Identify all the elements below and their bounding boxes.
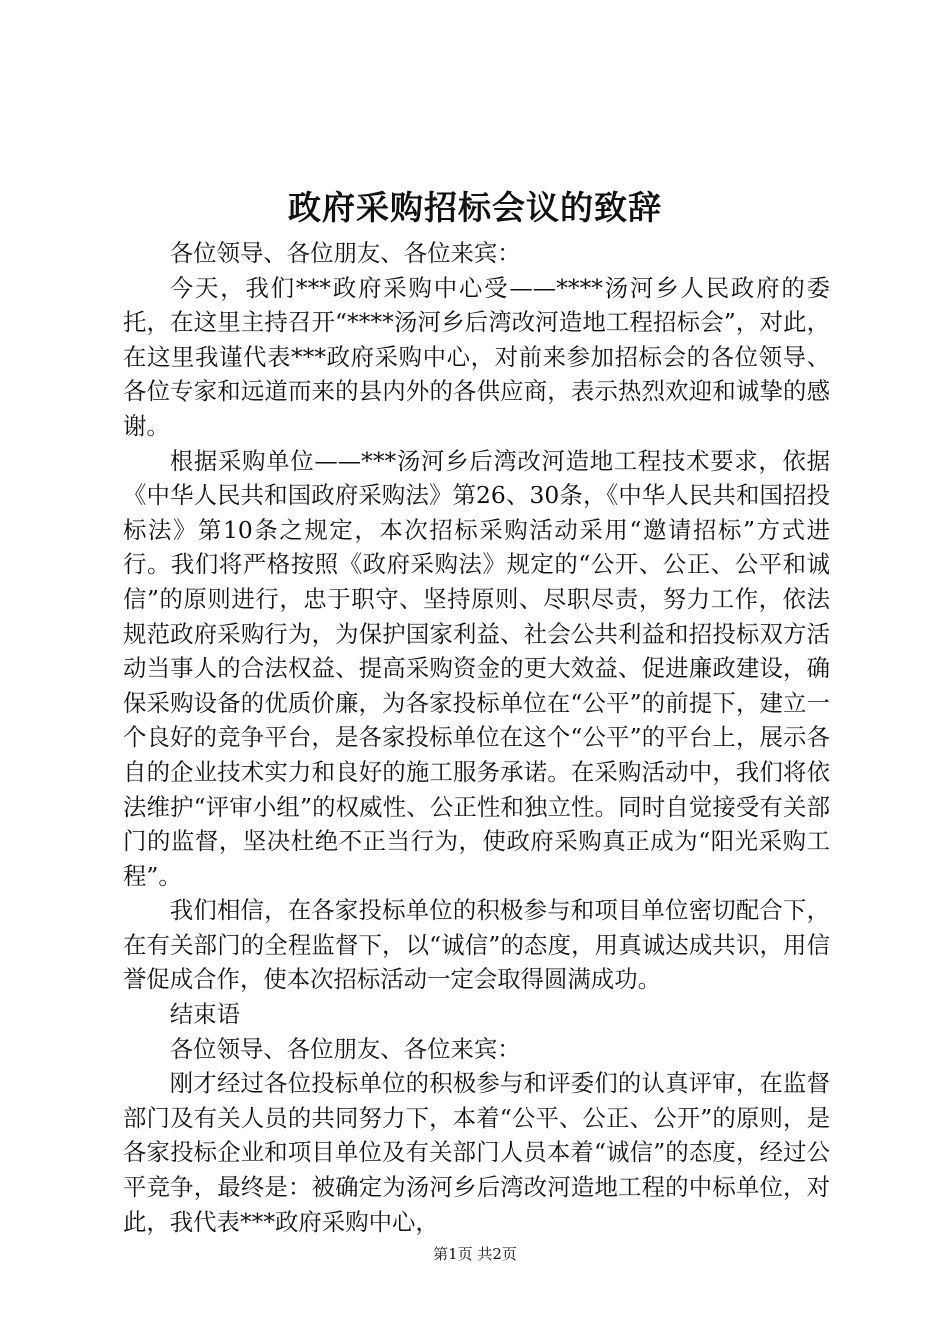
section-heading: 结束语 xyxy=(169,1000,240,1029)
body-paragraph: 刚才经过各位投标单位的积极参与和评委们的认真评审，在监督部门及有关人员的共同努力下，本着“公平、公正、公开”的原则，是各家投标企业和项目单位及有关部门人员本着“诚信”的态度，经过公平竞争，最终是：被确定为汤河乡后湾改河造地工程的中标单位，对此，我代表***政府采购中心， xyxy=(123,1069,830,1236)
body-paragraph: 我们相信，在各家投标单位的积极参与和项目单位密切配合下，在有关部门的全程监督下，以“诚信”的态度，用真诚达成共识，用信誉促成合作，使本次招标活动一定会取得圆满成功。 xyxy=(123,896,830,994)
body-paragraph: 根据采购单位——***汤河乡后湾改河造地工程技术要求，依据《中华人民共和国政府采购法》第26、30条，《中华人民共和国招投标法》第10条之规定，本次招标采购活动采用“邀请招标”方式进行。我们将严格按照《政府采购法》规定的“公开、公正、公平和诚信”的原则进行，忠于职守、坚持原则、尽职尽责，努力工作，依法规范政府采购行为，为保护国家利益、社会公共利益和招投标双方活动当事人的合法权益、提高采购资金的更大效益、促进廉政建设，确保采购设备的优质价廉，为各家投标单位在“公平”的前提下，建立一个良好的竞争平台，是各家投标单位在这个“公平”的平台上，展示各自的企业技术实力和良好的施工服务承诺。在采购活动中，我们将依法维护“评审小组”的权威性、公正性和独立性。同时自觉接受有关部门的监督，坚决杜绝不正当行为，使政府采购真正成为“阳光采购工程”。 xyxy=(123,446,830,890)
document-body xyxy=(123,236,830,1239)
document-title: 政府采购招标会议的致辞 xyxy=(288,188,662,227)
body-paragraph: 今天，我们***政府采购中心受——****汤河乡人民政府的委托，在这里主持召开“****汤河乡后湾改河造地工程招标会”，对此，在这里我谨代表***政府采购中心，对前来参加招标会的各位领导、各位专家和远道而来的县内外的各供应商，表示热烈欢迎和诚挚的感谢。 xyxy=(123,273,830,440)
greeting-paragraph: 各位领导、各位朋友、各位来宾： xyxy=(169,1034,521,1063)
page-number-footer: 第1页 共2页 xyxy=(433,1245,517,1263)
greeting-paragraph: 各位领导、各位朋友、各位来宾： xyxy=(169,239,521,267)
